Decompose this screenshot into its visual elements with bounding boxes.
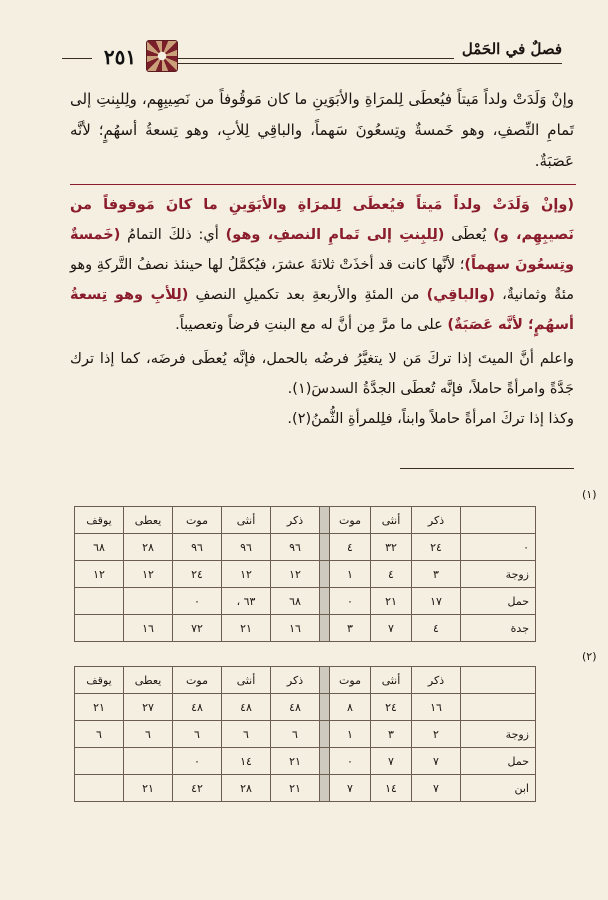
table-cell: ٧ [371, 748, 412, 775]
row-label-cell: ابن [461, 775, 536, 802]
table-cell: أنثى [222, 507, 271, 534]
table-cell: ٧ [412, 748, 461, 775]
matn-quote: (لِلبِنتِ إلى تَمامِ النصفِ، وهو) [225, 227, 445, 243]
table-cell: ٢٤ [371, 694, 412, 721]
table-cell: ٧ [412, 775, 461, 802]
commentary-text: من المئةِ والأربعةِ بعد تكميلِ النصفِ [188, 287, 427, 303]
table-cell: يعطى [124, 667, 173, 694]
table-header-row [75, 667, 536, 694]
table-cell: ذكر [271, 667, 320, 694]
table-cell: ذكر [412, 507, 461, 534]
table-row [75, 615, 536, 642]
table-cell: ٦٣ ، [222, 588, 271, 615]
table-cell: ١٤ [371, 775, 412, 802]
table-cell: ٣٢ [371, 534, 412, 561]
table-cell: ١٢ [222, 561, 271, 588]
row-label-cell: ٠ [461, 534, 536, 561]
table-cell: ٢١ [222, 615, 271, 642]
table-cell: ٧ [371, 615, 412, 642]
page-number: ٢٥١ [92, 42, 148, 72]
table-cell: ٦٨ [75, 534, 124, 561]
table-cell: ٢١ [124, 775, 173, 802]
table-cell: ٢١ [271, 775, 320, 802]
row-label-cell: زوجة [461, 721, 536, 748]
table-separator-cell [320, 615, 330, 642]
table-cell: ٦٨ [271, 588, 320, 615]
row-label-cell: حمل [461, 748, 536, 775]
table-header-row [75, 507, 536, 534]
matn-quote: (لِلأبِ وهو تِسعةُ أسهُمٍ؛ لأنَّه عَصَبَةٌ) [70, 287, 574, 333]
row-label-cell: جدة [461, 615, 536, 642]
table-cell: ٢٧ [124, 694, 173, 721]
row-label-cell: حمل [461, 588, 536, 615]
table-cell: ٢١ [371, 588, 412, 615]
table-cell: ١ [330, 561, 371, 588]
header-rule-thin [152, 63, 562, 64]
table-cell: ٤ [330, 534, 371, 561]
table-row [75, 721, 536, 748]
table-cell [75, 775, 124, 802]
table-cell: ٠ [173, 748, 222, 775]
matn-sharh-divider [70, 184, 576, 185]
footnote-2-table [74, 666, 536, 802]
table-row [75, 588, 536, 615]
table-cell: موت [173, 507, 222, 534]
commentary-text: يُعطَى [444, 227, 494, 243]
table-cell: ٤٢ [173, 775, 222, 802]
running-header [62, 38, 562, 78]
table-cell: أنثى [371, 507, 412, 534]
table-cell: ٧ [330, 775, 371, 802]
matn-quote: (والباقِي) [426, 287, 495, 303]
table-cell: ذكر [271, 507, 320, 534]
row-label-cell: زوجة [461, 561, 536, 588]
ornament-icon [146, 40, 178, 72]
table-cell [75, 748, 124, 775]
table-cell: أنثى [222, 667, 271, 694]
table-cell: ٢٨ [124, 534, 173, 561]
table-cell: ٢٤ [412, 534, 461, 561]
table-cell: ٦ [173, 721, 222, 748]
table-cell: يوقف [75, 667, 124, 694]
paragraph-3: وكذا إذا تركَ امرأةً حاملاً وابناً، فلِلمرأةِ الثُّمنُ(٢). [287, 411, 574, 427]
table-cell: ٨ [330, 694, 371, 721]
table-separator-cell [320, 775, 330, 802]
table-separator-cell [320, 694, 330, 721]
table-cell: ٩٦ [271, 534, 320, 561]
commentary-text: ؛ لأنَّها كانت قد أخذَتْ ثلاثةَ عشرَ، فيُكمَّلُ لها حينئذ نصفُ التَّركةِ وهو مئةٌ وثمانيةٌ، [70, 257, 574, 303]
table-row [75, 534, 536, 561]
table-cell: ٦ [222, 721, 271, 748]
footnote-separator [400, 468, 574, 469]
table-cell: ٧٢ [173, 615, 222, 642]
table-cell: ٣ [412, 561, 461, 588]
table-cell: ٦ [75, 721, 124, 748]
chapter-title: فصلٌ في الحَمْل [454, 38, 562, 60]
matn-quote: (وإنْ وَلَدَتْ ولداً مَيتاً فيُعطَى لِلمرَاةِ والأبَوَينِ ما كانَ مَوقوفاً من نَصيبِهِم، و) [70, 197, 574, 243]
row-label-cell [461, 667, 536, 694]
table-cell: موت [330, 507, 371, 534]
table-separator-cell [320, 507, 330, 534]
table-cell: ٢ [412, 721, 461, 748]
table-separator-cell [320, 667, 330, 694]
table-cell: يوقف [75, 507, 124, 534]
table-separator-cell [320, 721, 330, 748]
table-separator-cell [320, 561, 330, 588]
table-row [75, 561, 536, 588]
table-cell: ١٢ [271, 561, 320, 588]
table-cell: ٢٤ [173, 561, 222, 588]
footnote-1-mark: (١) [582, 488, 597, 501]
table-cell: ٠ [330, 588, 371, 615]
table-cell: ١٦ [412, 694, 461, 721]
table-cell: ١٦ [124, 615, 173, 642]
table-row [75, 748, 536, 775]
matn-quote: (خَمسةٌ وتِسعُونَ سهماً) [70, 227, 574, 273]
table-cell: ١٢ [75, 561, 124, 588]
table-cell: ٣ [330, 615, 371, 642]
table-cell: موت [173, 667, 222, 694]
table-cell: يعطى [124, 507, 173, 534]
table-cell: أنثى [371, 667, 412, 694]
table-cell: ٢١ [75, 694, 124, 721]
commentary-text: على ما مرَّ مِن أنَّ له مع البنتِ فرضاً وتعصيباً. [175, 317, 448, 333]
table-cell: ٩٦ [173, 534, 222, 561]
header-rule-left [62, 58, 92, 59]
table-cell: ٦ [124, 721, 173, 748]
table-cell: موت [330, 667, 371, 694]
table-cell: ٢١ [271, 748, 320, 775]
table-separator-cell [320, 748, 330, 775]
table-cell: ٤ [371, 561, 412, 588]
table-cell [75, 615, 124, 642]
table-row [75, 694, 536, 721]
table-cell: ١٢ [124, 561, 173, 588]
table-cell [124, 748, 173, 775]
footnote-2-mark: (٢) [582, 650, 597, 663]
commentary-text: أي: ذلكَ التمامُ [120, 227, 226, 243]
matn-paragraph: وإنْ وَلَدَتْ ولداً مَيتاً فيُعطَى لِلمرَاةِ والأبَوَينِ ما كان مَوقُوفاً من نَصِيبِهِم، ولِلبِنتِ إلى تَمامِ النِّصفِ، وهو خَمسةٌ وتِسعُونَ سَهماً، والباقِي لِلأبِ، وهو تِسعةُ أسهُمٍ؛ لأنَّه عَصَبَةٌ. [70, 90, 574, 170]
table-cell: ٤٨ [173, 694, 222, 721]
footnote-1-table [74, 506, 536, 642]
sharh-paragraph [70, 190, 574, 340]
table-cell: ٣ [371, 721, 412, 748]
table-cell: ١ [330, 721, 371, 748]
table-separator-cell [320, 534, 330, 561]
table-cell: ٦ [271, 721, 320, 748]
table-cell: ٠ [173, 588, 222, 615]
table-cell: ذكر [412, 667, 461, 694]
table-cell [75, 588, 124, 615]
table-cell: ٢٨ [222, 775, 271, 802]
row-label-cell [461, 694, 536, 721]
table-cell: ٤ [412, 615, 461, 642]
table-cell: ٤٨ [271, 694, 320, 721]
table-cell [124, 588, 173, 615]
table-cell: ٤٨ [222, 694, 271, 721]
table-row [75, 775, 536, 802]
table-separator-cell [320, 588, 330, 615]
table-cell: ١٧ [412, 588, 461, 615]
paragraph-2: واعلم أنَّ الميتَ إذا تركَ مَن لا يتغيَّرُ فرضُه بالحمل، فإنَّه يُعطَى فرضَه، كما إذا ترك جَدَّةً وامرأةً حاملاً، فإنَّه تُعطَى الجدَّةُ السدسَ(١). [70, 351, 574, 397]
table-cell: ٠ [330, 748, 371, 775]
table-cell: ١٤ [222, 748, 271, 775]
table-cell: ١٦ [271, 615, 320, 642]
row-label-cell [461, 507, 536, 534]
table-cell: ٩٦ [222, 534, 271, 561]
